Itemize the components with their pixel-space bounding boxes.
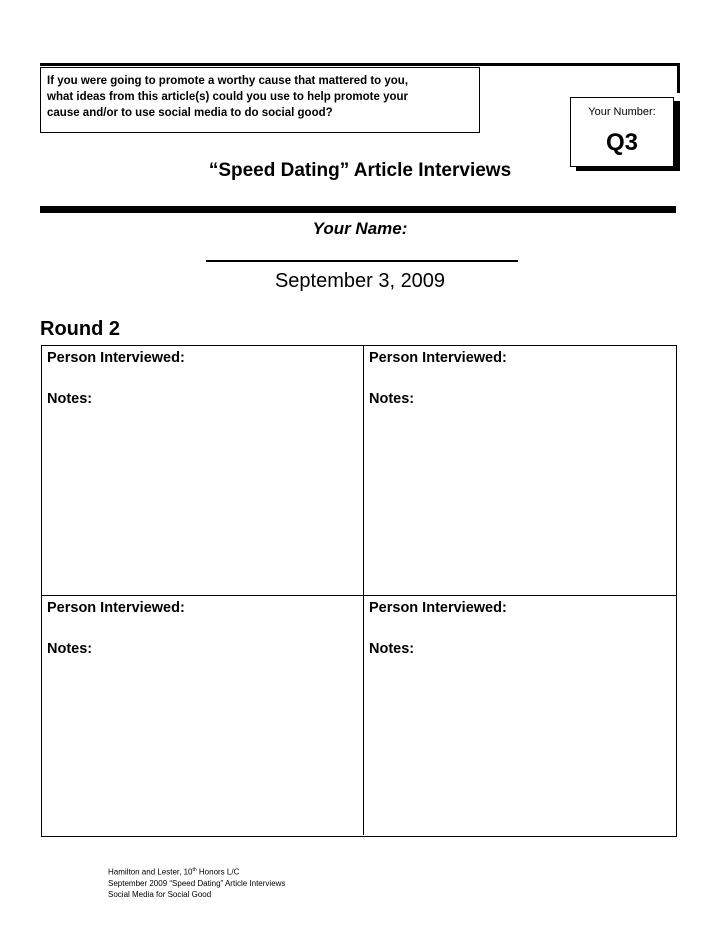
notes-label: Notes: — [369, 641, 415, 657]
your-name-label: Your Name: — [312, 219, 408, 238]
title-rule — [40, 206, 676, 213]
date: September 3, 2009 — [274, 270, 446, 292]
footer-line-3: Social Media for Social Good — [108, 889, 212, 899]
round-heading: Round 2 — [40, 318, 120, 340]
footer-line-1 — [108, 865, 285, 878]
notes-label: Notes: — [369, 391, 415, 407]
person-interviewed-label: Person Interviewed: — [369, 600, 507, 616]
person-interviewed-label: Person Interviewed: — [369, 350, 507, 366]
number-value: Q3 — [605, 129, 638, 156]
question-line-1: If you were going to promote a worthy cause that mattered to you, — [47, 75, 409, 87]
page-title: “Speed Dating” Article Interviews — [208, 160, 512, 181]
footer-line-1-suffix: Honors L/C — [196, 867, 240, 877]
number-box-face — [570, 97, 674, 167]
question-line-3: cause and/or to use social media to do social good? — [47, 107, 333, 119]
name-blank-line[interactable] — [206, 260, 518, 262]
person-interviewed-label: Person Interviewed: — [47, 350, 185, 366]
interview-cell[interactable] — [42, 346, 364, 596]
footer-line-1-sup: th — [192, 867, 197, 873]
interview-cell[interactable] — [364, 346, 676, 596]
interview-grid — [41, 345, 677, 837]
number-label: Your Number: — [588, 106, 656, 118]
right-bracket — [677, 63, 680, 93]
footer-line-2: September 2009 “Speed Dating” Article Interviews — [108, 878, 286, 888]
interview-cell[interactable] — [364, 596, 676, 835]
notes-label: Notes: — [47, 641, 93, 657]
top-rule — [40, 63, 680, 66]
person-interviewed-label: Person Interviewed: — [47, 600, 185, 616]
notes-label: Notes: — [47, 391, 93, 407]
question-box — [40, 67, 480, 133]
question-line-2: what ideas from this article(s) could you use to help promote your — [47, 91, 409, 103]
footer — [108, 865, 285, 900]
footer-line-1-text: Hamilton and Lester, 10 — [108, 867, 193, 877]
interview-cell[interactable] — [42, 596, 364, 835]
